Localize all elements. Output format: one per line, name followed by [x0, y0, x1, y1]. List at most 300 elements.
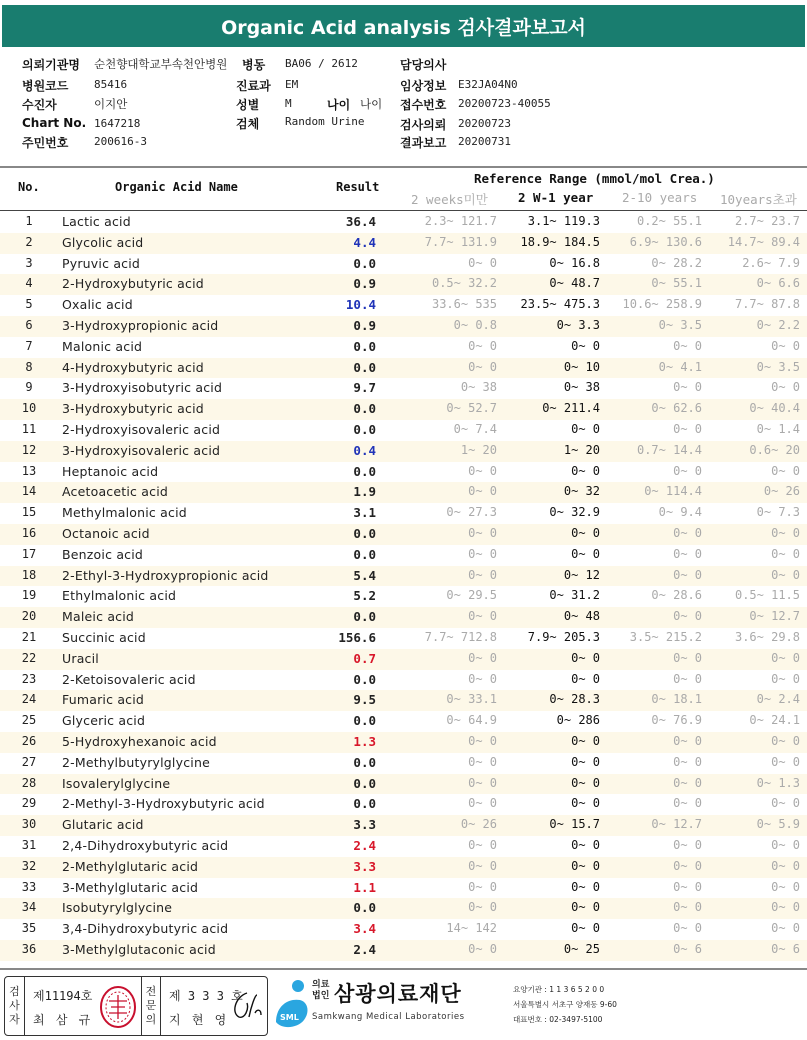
row-range-2w-1year: 1~ 20: [563, 442, 600, 457]
row-result: 0.0: [353, 796, 376, 812]
row-range-2w-1year: 0~ 28.3: [549, 692, 600, 707]
row-range-10years: 2.7~ 23.7: [734, 214, 800, 228]
info-value-ward: BA06 / 2612: [285, 57, 358, 70]
row-acid-name: 3-Hydroxybutyric acid: [62, 401, 204, 417]
row-no: 1: [25, 214, 33, 228]
row-result: 156.6: [338, 629, 376, 645]
row-no: 2: [25, 234, 33, 249]
row-result: 4.4: [353, 234, 376, 250]
row-range-2-10years: 0~ 0: [673, 463, 702, 478]
info-value-institution: 순천향대학교부속천안병원: [94, 57, 228, 71]
row-range-2-10years: 0~ 4.1: [658, 359, 702, 374]
row-range-2w-1year: 0~ 0: [571, 858, 600, 873]
row-range-2weeks: 0~ 0: [468, 463, 497, 478]
row-no: 23: [21, 671, 37, 686]
row-range-2w-1year: 0~ 0: [571, 733, 600, 748]
row-no: 7: [25, 338, 33, 353]
row-range-2w-1year: 3.1~ 119.3: [527, 214, 600, 228]
header-result: Result: [336, 180, 380, 194]
row-range-2weeks: 0~ 0: [468, 879, 497, 894]
row-no: 33: [21, 879, 37, 894]
info-value-clinical: E32JA04N0: [458, 78, 518, 91]
row-range-2w-1year: 0~ 0: [571, 421, 600, 436]
row-range-2-10years: 0~ 0: [673, 754, 702, 769]
row-result: 0.0: [353, 713, 376, 729]
row-range-2weeks: 2.3~ 121.7: [424, 214, 497, 228]
row-range-10years: 0~ 24.1: [749, 713, 800, 728]
row-range-10years: 0.6~ 20: [749, 442, 800, 457]
row-acid-name: 2-Hydroxyisovaleric acid: [62, 421, 221, 437]
info-value-receipt-no: 20200723-40055: [458, 97, 551, 110]
row-range-2w-1year: 0~ 0: [571, 671, 600, 686]
row-no: 31: [21, 837, 37, 852]
row-result: 2.4: [353, 941, 376, 957]
examiner-id: 제11194호: [33, 989, 93, 1003]
row-acid-name: 2-Methyl-3-Hydroxybutyric acid: [62, 796, 265, 812]
info-label-report-date: 결과보고: [400, 136, 447, 150]
info-value-sex: M: [285, 97, 292, 110]
info-label-chart-no: Chart No.: [22, 116, 87, 130]
row-acid-name: Heptanoic acid: [62, 463, 159, 479]
row-no: 6: [25, 317, 33, 332]
examiner-label: 검 사 자: [5, 977, 25, 1035]
info-label-clinical: 임상정보: [400, 79, 447, 93]
info-label-ward: 병동: [242, 58, 266, 72]
row-no: 30: [21, 817, 37, 832]
row-range-2w-1year: 0~ 32.9: [549, 505, 600, 520]
row-no: 3: [25, 255, 33, 270]
row-acid-name: Methylmalonic acid: [62, 505, 187, 521]
table-row: [0, 295, 807, 316]
info-label-doctor: 담당의사: [400, 58, 447, 72]
row-result: 2.4: [353, 837, 376, 853]
row-no: 12: [21, 442, 37, 457]
row-range-10years: 0~ 26: [763, 484, 800, 499]
row-result: 10.4: [345, 297, 376, 313]
row-result: 0.0: [353, 609, 376, 625]
row-range-2-10years: 0~ 0: [673, 921, 702, 936]
table-row: [0, 337, 807, 358]
row-acid-name: 2-Ethyl-3-Hydroxypropionic acid: [62, 567, 269, 583]
row-range-2weeks: 0~ 0: [468, 525, 497, 540]
row-result: 1.3: [353, 733, 376, 749]
info-label-hospital-code: 병원코드: [22, 79, 69, 93]
contact-line: 서울특별시 서초구 양재동 9-60: [513, 1000, 617, 1009]
row-acid-name: 2-Ketoisovaleric acid: [62, 671, 196, 687]
table-row: [0, 607, 807, 628]
row-acid-name: Glyceric acid: [62, 713, 146, 729]
row-range-10years: 0~ 2.2: [756, 317, 800, 332]
row-result: 3.3: [353, 817, 376, 833]
row-acid-name: Isobutyrylglycine: [62, 900, 173, 916]
row-range-2w-1year: 0~ 16.8: [549, 255, 600, 270]
row-range-10years: 0~ 0: [771, 921, 800, 936]
row-result: 9.5: [353, 692, 376, 708]
table-row: [0, 815, 807, 836]
row-no: 11: [21, 421, 37, 436]
row-result: 0.0: [353, 338, 376, 354]
row-no: 14: [21, 484, 37, 499]
row-no: 24: [21, 692, 37, 707]
table-row: [0, 836, 807, 857]
table-row: [0, 420, 807, 441]
row-range-10years: 0~ 0: [771, 796, 800, 811]
row-no: 36: [21, 941, 37, 956]
row-range-10years: 2.6~ 7.9: [742, 255, 800, 270]
logo-text: SML: [280, 1013, 299, 1022]
contact-line: 요양기관 : 1 1 3 6 5 2 0 0: [513, 985, 605, 994]
header-range-10years: 10years초과: [720, 192, 797, 207]
row-range-2weeks: 0~ 29.5: [446, 588, 497, 603]
row-range-10years: 0~ 2.4: [756, 692, 800, 707]
info-label-resident-no: 주민번호: [22, 136, 69, 150]
info-value-request-date: 20200723: [458, 117, 511, 130]
row-range-2-10years: 0~ 0: [673, 380, 702, 395]
table-row: [0, 919, 807, 940]
row-range-2weeks: 0.5~ 32.2: [431, 276, 497, 291]
row-range-10years: 0.5~ 11.5: [734, 588, 800, 603]
row-range-10years: 0~ 0: [771, 900, 800, 915]
row-range-2weeks: 14~ 142: [446, 921, 497, 936]
row-range-2weeks: 0~ 0: [468, 609, 497, 624]
row-range-10years: 0~ 3.5: [756, 359, 800, 374]
row-range-2w-1year: 0~ 3.3: [556, 317, 600, 332]
row-result: 0.0: [353, 671, 376, 687]
row-range-2weeks: 0~ 26: [460, 817, 497, 832]
table-row: [0, 940, 807, 961]
row-range-10years: 0~ 1.3: [756, 775, 800, 790]
row-range-2w-1year: 0~ 48.7: [549, 276, 600, 291]
row-range-2weeks: 0~ 33.1: [446, 692, 497, 707]
table-header: [0, 168, 807, 210]
row-range-2-10years: 0~ 0: [673, 733, 702, 748]
row-acid-name: 3-Hydroxyisovaleric acid: [62, 442, 221, 458]
row-range-2weeks: 0~ 0.8: [453, 317, 497, 332]
patient-info: [0, 52, 807, 162]
info-value-specimen: Random Urine: [285, 115, 365, 128]
row-result: 0.0: [353, 525, 376, 541]
row-range-2weeks: 0~ 52.7: [446, 401, 497, 416]
table-row: [0, 711, 807, 732]
row-range-2-10years: 0~ 76.9: [651, 713, 702, 728]
row-range-2weeks: 0~ 27.3: [446, 505, 497, 520]
row-no: 9: [25, 380, 33, 395]
row-acid-name: Benzoic acid: [62, 546, 144, 562]
header-no: No.: [18, 180, 40, 194]
row-range-2weeks: 0~ 64.9: [446, 713, 497, 728]
row-range-2-10years: 10.6~ 258.9: [622, 297, 702, 312]
row-range-2weeks: 0~ 0: [468, 754, 497, 769]
row-no: 32: [21, 858, 37, 873]
table-row: [0, 378, 807, 399]
row-range-2w-1year: 0~ 0: [571, 525, 600, 540]
row-range-2-10years: 0~ 0: [673, 837, 702, 852]
row-range-2-10years: 0~ 28.6: [651, 588, 702, 603]
row-range-2-10years: 6.9~ 130.6: [629, 234, 702, 249]
specialist-name: 지 현 영: [169, 1013, 229, 1027]
info-label-receipt-no: 접수번호: [400, 98, 447, 112]
table-row: [0, 857, 807, 878]
row-no: 22: [21, 650, 37, 665]
info-label-sex: 성별: [236, 98, 260, 112]
table-row: [0, 794, 807, 815]
row-range-10years: 0~ 6.6: [756, 276, 800, 291]
row-no: 29: [21, 796, 37, 811]
row-range-2w-1year: 0~ 32: [563, 484, 600, 499]
row-range-2-10years: 0~ 0: [673, 567, 702, 582]
row-no: 25: [21, 713, 37, 728]
info-label-department: 진료과: [236, 79, 271, 93]
row-range-2weeks: 0~ 7.4: [453, 421, 497, 436]
info-value-chart-no: 1647218: [94, 117, 141, 130]
header-divider: [0, 210, 807, 211]
row-range-2-10years: 0.7~ 14.4: [636, 442, 702, 457]
row-acid-name: 3-Methylglutaconic acid: [62, 941, 216, 957]
row-range-2weeks: 1~ 20: [460, 442, 497, 457]
row-range-2weeks: 0~ 0: [468, 837, 497, 852]
row-result: 0.0: [353, 401, 376, 417]
table-row: [0, 254, 807, 275]
row-result: 1.9: [353, 484, 376, 500]
table-row: [0, 690, 807, 711]
row-result: 0.0: [353, 463, 376, 479]
row-no: 18: [21, 567, 37, 582]
sml-logo-icon: [272, 978, 312, 1030]
row-range-2-10years: 0~ 12.7: [651, 817, 702, 832]
info-value-resident-no: 200616-3: [94, 135, 147, 148]
row-acid-name: 5-Hydroxyhexanoic acid: [62, 733, 217, 749]
row-result: 0.0: [353, 900, 376, 916]
row-result: 0.0: [353, 775, 376, 791]
row-range-10years: 0~ 6: [771, 941, 800, 956]
row-range-2-10years: 0~ 18.1: [651, 692, 702, 707]
row-no: 15: [21, 505, 37, 520]
row-acid-name: Lactic acid: [62, 214, 131, 229]
row-result: 9.7: [353, 380, 376, 396]
info-value-department: EM: [285, 78, 299, 91]
row-range-10years: 0~ 1.4: [756, 421, 800, 436]
table-row: [0, 316, 807, 337]
row-range-10years: 0~ 0: [771, 463, 800, 478]
row-range-10years: 7.7~ 87.8: [734, 297, 800, 312]
row-acid-name: Acetoacetic acid: [62, 484, 169, 500]
row-no: 20: [21, 609, 37, 624]
table-row: [0, 628, 807, 649]
info-value-age: 나이: [360, 97, 383, 111]
row-range-2w-1year: 0~ 31.2: [549, 588, 600, 603]
row-result: 0.0: [353, 421, 376, 437]
row-range-2weeks: 0~ 0: [468, 858, 497, 873]
row-acid-name: 3-Hydroxyisobutyric acid: [62, 380, 223, 396]
table-row: [0, 566, 807, 587]
row-no: 27: [21, 754, 37, 769]
report-footer: [0, 970, 807, 1040]
row-range-2-10years: 0~ 0: [673, 879, 702, 894]
row-range-10years: 0~ 7.3: [756, 505, 800, 520]
table-row: [0, 753, 807, 774]
row-range-2weeks: 0~ 0: [468, 484, 497, 499]
row-result: 3.4: [353, 921, 376, 937]
row-range-10years: 0~ 40.4: [749, 401, 800, 416]
row-result: 0.4: [353, 442, 376, 458]
row-range-2-10years: 0~ 0: [673, 525, 702, 540]
row-acid-name: 3-Methylglutaric acid: [62, 879, 199, 895]
row-acid-name: Ethylmalonic acid: [62, 588, 177, 604]
row-range-10years: 0~ 0: [771, 525, 800, 540]
row-acid-name: Glutaric acid: [62, 817, 144, 833]
row-range-2w-1year: 0~ 0: [571, 546, 600, 561]
table-row: [0, 670, 807, 691]
table-row: [0, 233, 807, 254]
row-range-2weeks: 0~ 38: [460, 380, 497, 395]
row-no: 8: [25, 359, 33, 374]
row-range-2-10years: 0~ 0: [673, 546, 702, 561]
row-range-2-10years: 0~ 0: [673, 671, 702, 686]
org-prefix: 의료법인: [312, 980, 330, 1001]
info-label-patient: 수진자: [22, 98, 57, 112]
row-range-2weeks: 0~ 0: [468, 733, 497, 748]
row-no: 34: [21, 900, 37, 915]
row-range-2weeks: 33.6~ 535: [431, 297, 497, 312]
header-range-2w-1year: 2 W-1 year: [518, 190, 594, 205]
row-range-2weeks: 0~ 0: [468, 650, 497, 665]
row-acid-name: 2-Hydroxybutyric acid: [62, 276, 204, 292]
row-result: 5.4: [353, 567, 376, 583]
row-range-2-10years: 0~ 0: [673, 650, 702, 665]
row-no: 21: [21, 629, 37, 644]
row-range-2w-1year: 23.5~ 475.3: [520, 297, 600, 312]
info-label-specimen: 검체: [236, 117, 260, 131]
row-result: 0.9: [353, 276, 376, 292]
row-acid-name: 3-Hydroxypropionic acid: [62, 317, 219, 333]
row-acid-name: 2,4-Dihydroxybutyric acid: [62, 837, 229, 853]
row-acid-name: Glycolic acid: [62, 234, 144, 250]
row-range-10years: 0~ 0: [771, 837, 800, 852]
row-range-2w-1year: 18.9~ 184.5: [520, 234, 600, 249]
row-range-2-10years: 0~ 0: [673, 338, 702, 353]
row-range-2w-1year: 0~ 38: [563, 380, 600, 395]
row-range-2weeks: 7.7~ 131.9: [424, 234, 497, 249]
row-range-10years: 0~ 0: [771, 858, 800, 873]
row-acid-name: Succinic acid: [62, 629, 146, 645]
row-range-2-10years: 0~ 0: [673, 775, 702, 790]
row-range-2w-1year: 0~ 25: [563, 941, 600, 956]
table-row: [0, 212, 807, 233]
table-row: [0, 274, 807, 295]
table-row: [0, 358, 807, 379]
row-acid-name: Malonic acid: [62, 338, 143, 354]
row-range-2weeks: 0~ 0: [468, 255, 497, 270]
row-range-2-10years: 0~ 0: [673, 900, 702, 915]
row-range-10years: 0~ 0: [771, 650, 800, 665]
row-range-2w-1year: 0~ 286: [556, 713, 600, 728]
row-range-2-10years: 0~ 114.4: [644, 484, 702, 499]
row-range-2weeks: 7.7~ 712.8: [424, 629, 497, 644]
row-acid-name: Fumaric acid: [62, 692, 145, 708]
row-range-2-10years: 0~ 3.5: [658, 317, 702, 332]
row-range-2-10years: 0~ 0: [673, 796, 702, 811]
row-range-2weeks: 0~ 0: [468, 359, 497, 374]
table-row: [0, 441, 807, 462]
org-name: 삼광의료재단: [334, 982, 462, 1006]
results-table: [0, 212, 807, 961]
row-range-2weeks: 0~ 0: [468, 900, 497, 915]
row-range-2w-1year: 7.9~ 205.3: [527, 629, 600, 644]
row-no: 16: [21, 525, 37, 540]
row-result: 3.3: [353, 858, 376, 874]
info-value-patient: 이지안: [94, 97, 128, 111]
table-row: [0, 482, 807, 503]
row-range-2weeks: 0~ 0: [468, 338, 497, 353]
row-range-2weeks: 0~ 0: [468, 671, 497, 686]
row-result: 0.9: [353, 317, 376, 333]
row-range-10years: 0~ 0: [771, 754, 800, 769]
row-range-2-10years: 0~ 9.4: [658, 505, 702, 520]
row-acid-name: Uracil: [62, 650, 99, 666]
row-range-2w-1year: 0~ 0: [571, 775, 600, 790]
row-no: 19: [21, 588, 37, 603]
row-no: 13: [21, 463, 37, 478]
report-title-bar: [2, 5, 805, 47]
row-no: 5: [25, 297, 33, 312]
row-range-2w-1year: 0~ 0: [571, 879, 600, 894]
row-no: 10: [21, 401, 37, 416]
row-acid-name: Pyruvic acid: [62, 255, 141, 271]
table-row: [0, 774, 807, 795]
row-range-2-10years: 0~ 62.6: [651, 401, 702, 416]
row-range-2w-1year: 0~ 0: [571, 796, 600, 811]
row-range-2w-1year: 0~ 10: [563, 359, 600, 374]
row-range-2w-1year: 0~ 0: [571, 650, 600, 665]
row-range-2w-1year: 0~ 0: [571, 338, 600, 353]
row-result: 0.0: [353, 546, 376, 562]
org-english-name: Samkwang Medical Laboratories: [312, 1012, 465, 1022]
row-range-2w-1year: 0~ 15.7: [549, 817, 600, 832]
signature-box: [4, 976, 268, 1036]
row-range-2w-1year: 0~ 0: [571, 463, 600, 478]
row-range-2w-1year: 0~ 0: [571, 837, 600, 852]
row-range-10years: 0~ 0: [771, 380, 800, 395]
header-name: Organic Acid Name: [115, 180, 238, 194]
specialist-id: 제 3 3 3 호: [169, 989, 243, 1003]
row-range-2-10years: 0~ 6: [673, 941, 702, 956]
row-range-2-10years: 0~ 0: [673, 421, 702, 436]
row-range-2weeks: 0~ 0: [468, 567, 497, 582]
row-no: 17: [21, 546, 37, 561]
row-result: 0.7: [353, 650, 376, 666]
table-row: [0, 545, 807, 566]
row-range-2w-1year: 0~ 0: [571, 921, 600, 936]
table-row: [0, 898, 807, 919]
row-acid-name: 3,4-Dihydroxybutyric acid: [62, 921, 229, 937]
row-no: 4: [25, 276, 33, 291]
header-range-2-10years: 2-10 years: [622, 190, 698, 205]
row-range-10years: 0~ 12.7: [749, 609, 800, 624]
row-acid-name: Oxalic acid: [62, 297, 133, 313]
contact-line: 대표번호 : 02-3497-5100: [513, 1015, 603, 1024]
row-result: 1.1: [353, 879, 376, 895]
row-range-2weeks: 0~ 0: [468, 775, 497, 790]
row-range-10years: 0~ 0: [771, 546, 800, 561]
row-range-2w-1year: 0~ 12: [563, 567, 600, 582]
row-result: 0.0: [353, 359, 376, 375]
row-range-2-10years: 0~ 0: [673, 609, 702, 624]
row-acid-name: 4-Hydroxybutyric acid: [62, 359, 204, 375]
row-range-2-10years: 0~ 28.2: [651, 255, 702, 270]
row-acid-name: Isovalerylglycine: [62, 775, 171, 791]
row-result: 0.0: [353, 255, 376, 271]
row-range-10years: 3.6~ 29.8: [734, 629, 800, 644]
